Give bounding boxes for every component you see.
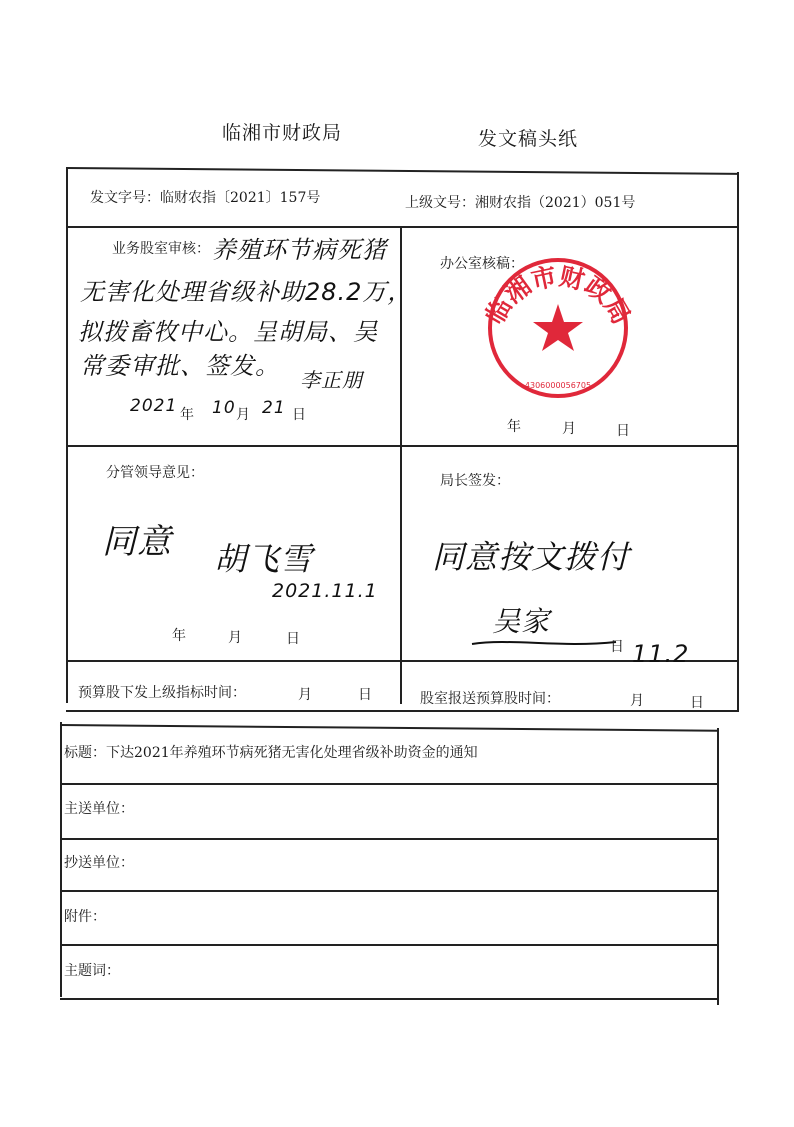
review-day-label: 日 xyxy=(292,407,306,423)
parent-document-number: 上级文号：湘财农指（2021）051号 xyxy=(405,195,636,211)
issuer-title: 临湘市财政局 xyxy=(222,122,343,144)
review-handwriting-line-4: 常委审批、签发。 xyxy=(80,352,280,380)
review-date-month: 10 xyxy=(212,398,236,418)
form-title: 发文稿头纸 xyxy=(478,128,579,150)
leader-handwriting-approval: 同意 xyxy=(102,522,172,562)
dept-timing-month: 月 xyxy=(630,693,644,709)
budget-timing-day: 日 xyxy=(358,687,372,703)
director-day-label: 日 xyxy=(610,639,624,655)
attachment-label: 附件： xyxy=(64,909,106,925)
seal-text: 临湘市财政局 xyxy=(479,261,637,330)
office-month-label: 月 xyxy=(562,421,576,437)
document-number: 发文字号：临财农指〔2021〕157号 xyxy=(90,190,321,206)
review-handwriting-line-1: 养殖环节病死猪 xyxy=(212,236,387,264)
keywords-label: 主题词： xyxy=(64,963,120,979)
leader-date-written: 2021.11.1 xyxy=(272,580,378,602)
director-date-written: 11.2 xyxy=(632,640,690,668)
review-signer: 李正朋 xyxy=(300,368,363,392)
seal-star-icon xyxy=(533,304,583,351)
office-label: 办公室核稿： xyxy=(440,256,524,272)
review-handwriting-line-2: 无害化处理省级补助28.2万， xyxy=(80,278,413,306)
director-handwriting: 同意按文拨付 xyxy=(432,538,631,576)
main-recipient-label: 主送单位： xyxy=(64,801,134,817)
leader-signature: 胡飞雪 xyxy=(214,540,314,578)
cc-recipient-label: 抄送单位： xyxy=(64,855,134,871)
budget-timing-month: 月 xyxy=(298,687,312,703)
document-title: 标题：下达2021年养殖环节病死猪无害化处理省级补助资金的通知 xyxy=(64,745,478,761)
official-seal xyxy=(478,248,638,398)
review-month-label: 月 xyxy=(236,407,250,423)
director-signature-underline xyxy=(470,632,620,652)
budget-timing-label: 预算股下发上级指标时间： xyxy=(78,685,246,701)
review-year-label: 年 xyxy=(180,407,194,423)
review-date-year: 2021 xyxy=(130,396,178,416)
dept-timing-label: 股室报送预算股时间： xyxy=(420,691,560,707)
leader-month-label: 月 xyxy=(228,630,242,646)
review-label: 业务股室审核： xyxy=(112,241,210,257)
review-date-day: 21 xyxy=(262,398,286,418)
leader-year-label: 年 xyxy=(172,628,186,644)
office-day-label: 日 xyxy=(616,423,630,439)
director-signature: 吴家 xyxy=(492,605,551,638)
leader-day-label: 日 xyxy=(286,631,300,647)
leader-label: 分管领导意见： xyxy=(106,465,204,481)
office-year-label: 年 xyxy=(507,419,521,435)
seal-number: 4306000056705 xyxy=(524,381,592,390)
dept-timing-day: 日 xyxy=(690,695,704,711)
director-label: 局长签发： xyxy=(440,473,510,489)
review-handwriting-line-3: 拟拨畜牧中心。呈胡局、吴 xyxy=(78,318,378,346)
